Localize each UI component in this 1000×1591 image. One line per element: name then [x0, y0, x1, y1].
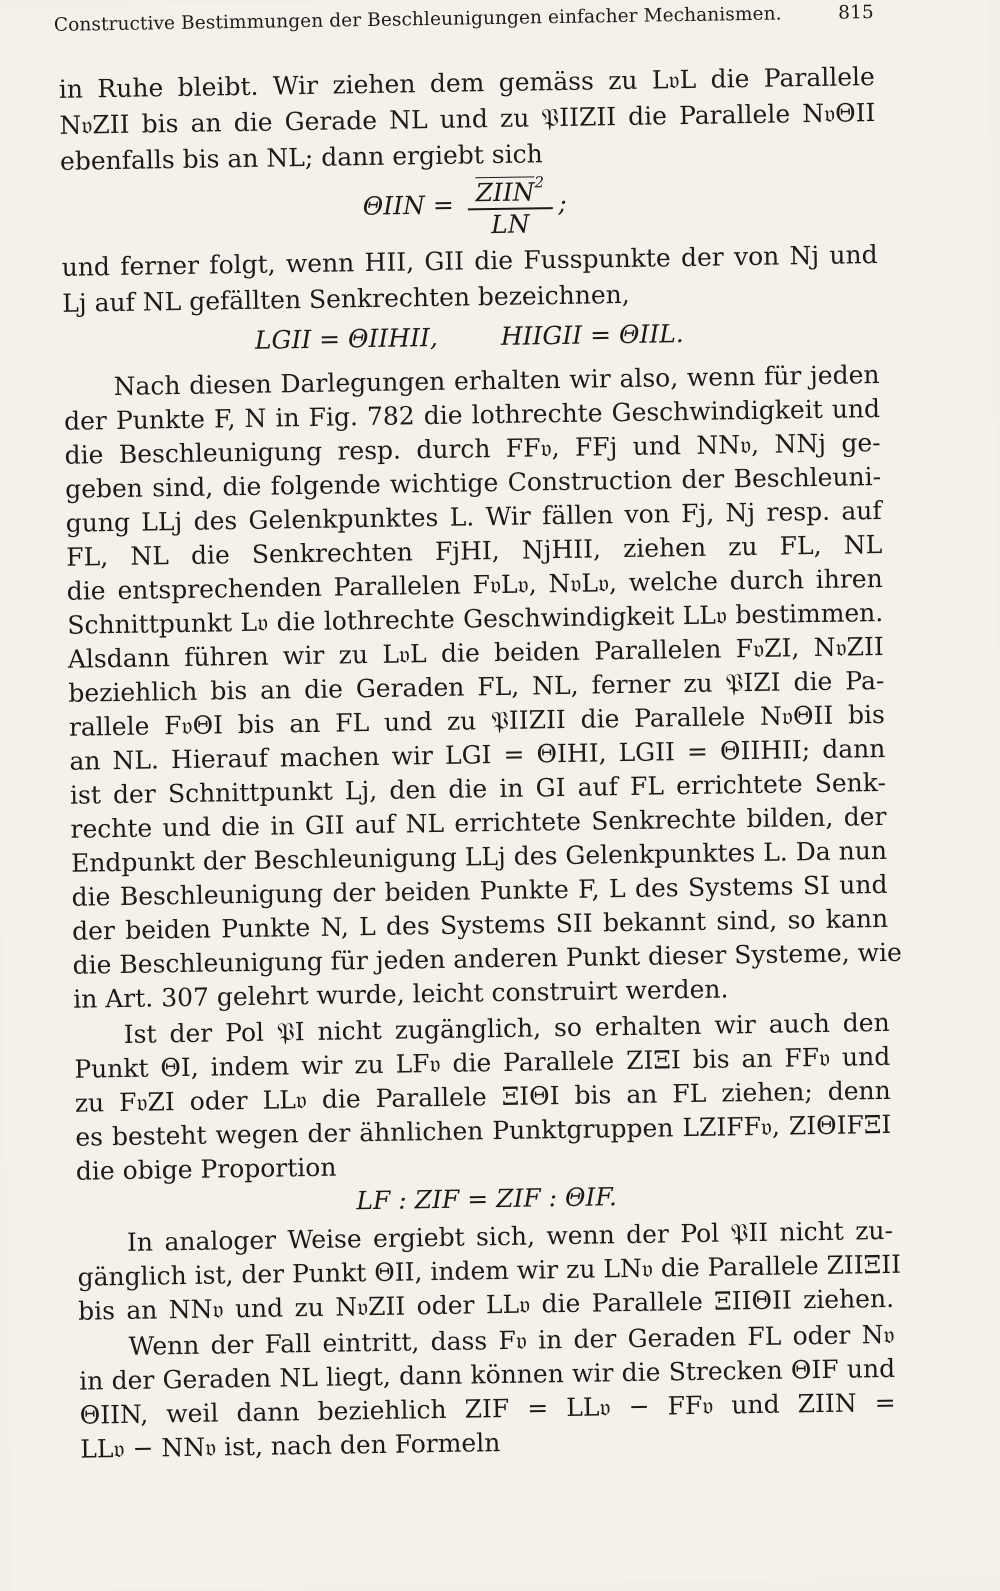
text-line: Alsdann führen wir zu L𝔳L die beiden Parallelen F𝔳ZI, N𝔳ZII [67, 631, 884, 674]
text-line: ΘIIN, weil dann beziehlich ZIF = LL𝔳 − FF𝔳 und ZIIN = [79, 1387, 896, 1430]
page-number: 815 [838, 2, 874, 24]
text-line: es besteht wegen der ähnlichen Punktgruppen LZIFF𝔳, ZIΘIFΞI [75, 1109, 892, 1152]
text-line: beziehlich bis an die Geraden FL, NL, ferner zu 𝔓IZI die Pa- [68, 665, 885, 708]
text-line: Punkt ΘI, indem wir zu LF𝔳 die Parallele ZIΞI bis an FF𝔳 und [74, 1041, 891, 1084]
text-line: Schnittpunkt L𝔳 die lothrechte Geschwindigkeit LL𝔳 bestimmen. [67, 597, 884, 640]
equation-1 [362, 171, 567, 243]
text-line: in der Geraden NL liegt, dann können wir die Strecken ΘIF und [78, 1353, 896, 1396]
equation-2b: HIIGII = ΘIIL. [500, 319, 684, 351]
text-line: geben sind, die folgende wichtige Construction der Beschleuni- [64, 461, 882, 504]
text-line: ebenfalls bis an NL; dann ergiebt sich [59, 139, 543, 176]
text-line: an NL. Hierauf machen wir LGI = ΘIHI, LGII = ΘIIHII; dann [69, 733, 886, 776]
text-line: Endpunkt der Beschleunigung LLj des Gelenkpunktes L. Da nun [70, 835, 888, 878]
text-line: zu F𝔳ZI oder LL𝔳 die Parallele ΞIΘI bis an FL ziehen; denn [74, 1075, 891, 1118]
equation-1-lhs: ΘIIN = [362, 190, 455, 221]
equation-1-fraction [467, 171, 553, 241]
equation-1-numerator: ZIIN$^2$ [467, 171, 552, 211]
running-header [54, 2, 874, 36]
equation-2a: LGII = ΘIIHII, [254, 322, 439, 355]
text-line: ist der Schnittpunkt Lj, den die in GI auf FL errichtete Senk- [69, 767, 887, 810]
header-title: Constructive Bestimmungen der Beschleunigungen einfacher Mechanismen. [53, 3, 782, 36]
text-line: In analoger Weise ergiebt sich, wenn der Pol 𝔓II nicht zu- [126, 1215, 894, 1257]
text-line: der Punkte F, N in Fig. 782 die lothrechte Geschwindigkeit und [63, 393, 881, 436]
text-line: Lj auf NL gefällten Senkrechten bezeichnen, [62, 279, 630, 318]
equation-1-denominator: LN [490, 209, 530, 240]
text-line: N𝔳ZII bis an die Gerade NL und zu 𝔓IIZII die Parallele N𝔳ΘII [59, 98, 876, 140]
text-line: die obige Proportion [75, 1152, 337, 1186]
text-line: Wenn der Fall eintritt, dass F𝔳 in der Geraden FL oder N𝔳 [128, 1319, 895, 1361]
text-line: FL, NL die Senkrechten FjHI, NjHII, ziehen zu FL, NL [66, 529, 883, 572]
equation-1-tail: ; [558, 188, 567, 218]
text-line: und ferner folgt, wenn HII, GII die Fusspunkte der von Nj und [61, 240, 878, 282]
text-line: die Beschleunigung resp. durch FF𝔳, FFj und NN𝔳, NNj ge- [64, 427, 881, 470]
text-line: LL𝔳 − NN𝔳 ist, nach den Formeln [80, 1428, 501, 1464]
text-line: in Ruhe bleibt. Wir ziehen dem gemäss zu L𝔳L die Parallele [58, 62, 876, 104]
text-line: in Art. 307 gelehrt wurde, leicht construirt werden. [72, 974, 729, 1014]
equation-3: LF : ZIF = ZIF : ΘIF. [356, 1182, 617, 1216]
text-line: die Beschleunigung für jeden anderen Punkt dieser Systeme, wie [72, 937, 903, 980]
text-line: rallele F𝔳ΘI bis an FL und zu 𝔓IIZII die Parallele N𝔳ΘII bis [68, 699, 886, 742]
text-line: gung LLj des Gelenkpunktes L. Wir fällen von Fj, Nj resp. auf [65, 495, 882, 538]
text-line: die entsprechenden Parallelen F𝔳L𝔳, N𝔳L𝔳, welche durch ihren [66, 563, 883, 606]
text-line: der beiden Punkte N, L des Systems SII bekannt sind, so kann [71, 903, 889, 946]
equation-1-exponent: 2 [534, 173, 545, 192]
text-line: Nach diesen Darlegungen erhalten wir also, wenn für jeden [113, 359, 880, 402]
text-line: rechte und die in GII auf NL errichtete Senkrechte bilden, der [70, 801, 887, 844]
text-line: gänglich ist, der Punkt ΘII, indem wir zu LN𝔳 die Parallele ZIIΞII [77, 1249, 902, 1292]
text-line: die Beschleunigung der beiden Punkte F, L des Systems SI und [71, 869, 888, 912]
text-line: Ist der Pol 𝔓I nicht zugänglich, so erhalten wir auch den [123, 1007, 890, 1049]
text-line: bis an NN𝔳 und zu N𝔳ZII oder LL𝔳 die Parallele ΞIIΘII ziehen. [77, 1283, 895, 1326]
